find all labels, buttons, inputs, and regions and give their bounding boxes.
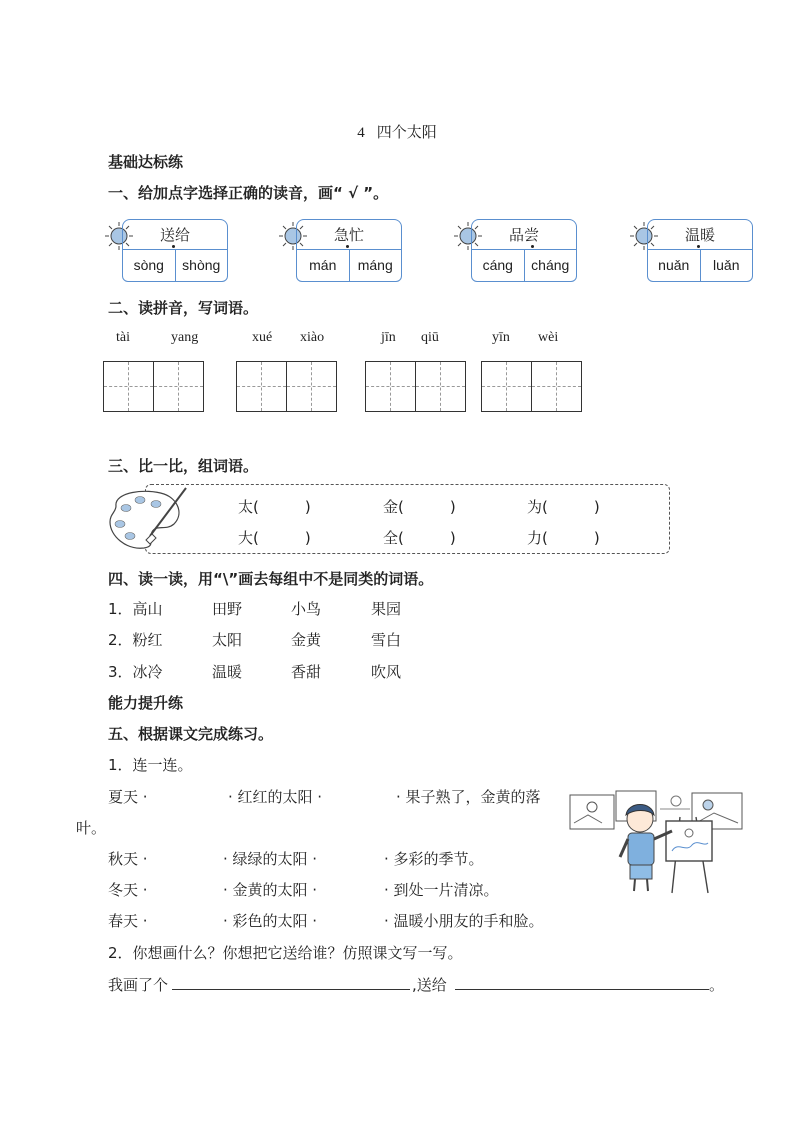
blank-what-drawn[interactable]	[172, 989, 410, 990]
boy-painting-illustration	[568, 787, 746, 895]
palette-icon	[106, 484, 190, 554]
match-left-2[interactable]: 秋天 ·	[108, 850, 148, 868]
option-2[interactable]: luǎn	[713, 257, 740, 273]
fill-middle: ,送给	[412, 976, 447, 994]
pinyin-1b: yang	[171, 330, 199, 345]
option-1[interactable]: sòng	[123, 250, 176, 281]
writing-grid-2[interactable]	[236, 361, 336, 411]
emphasis-dot	[172, 245, 175, 248]
pinyin-3b: qiū	[421, 330, 439, 345]
card-word: 急忙	[296, 219, 402, 250]
match-left-1[interactable]: 夏天 ·	[108, 788, 148, 806]
match-right-1-wrap: 叶。	[76, 819, 107, 837]
card-options	[471, 249, 577, 282]
card-word: 品尝	[471, 219, 577, 250]
pronunciation-card	[455, 219, 577, 281]
word-item[interactable]: 香甜	[291, 663, 322, 681]
option-2[interactable]: shòng	[182, 257, 221, 273]
writing-grid-4[interactable]	[481, 361, 581, 411]
match-right-3[interactable]: · 到处一片清凉。	[384, 881, 499, 899]
compare-item-5: 全( )	[383, 529, 456, 547]
writing-grid-1[interactable]	[103, 361, 203, 411]
match-right-2[interactable]: · 多彩的季节。	[384, 850, 484, 868]
match-mid-2[interactable]: · 绿绿的太阳 ·	[223, 850, 318, 868]
pinyin-4a: yīn	[492, 330, 510, 345]
option-1[interactable]: nuǎn	[648, 250, 701, 281]
q3-heading: 三、比一比，组词语。	[108, 457, 259, 475]
emphasis-dot	[697, 245, 700, 248]
match-left-4[interactable]: 春天 ·	[108, 912, 148, 930]
word-item[interactable]: 1．高山	[108, 600, 163, 618]
fill-end: 。	[709, 976, 725, 994]
word-item[interactable]: 2．粉红	[108, 631, 163, 649]
option-2[interactable]: cháng	[531, 257, 570, 273]
q4-heading: 四、读一读，用“\”画去每组中不是同类的词语。	[108, 570, 434, 588]
option-1[interactable]: cáng	[472, 250, 525, 281]
q1-heading: 一、给加点字选择正确的读音，画“ √ ”。	[108, 184, 389, 202]
pinyin-1a: tài	[116, 330, 130, 345]
pronunciation-card	[280, 219, 402, 281]
word-item[interactable]: 雪白	[371, 631, 402, 649]
writing-grid-3[interactable]	[365, 361, 465, 411]
pinyin-2a: xué	[252, 330, 273, 345]
match-right-4[interactable]: · 温暖小朋友的手和脸。	[384, 912, 544, 930]
match-left-3[interactable]: 冬天 ·	[108, 881, 148, 899]
pronunciation-card	[631, 219, 753, 281]
compare-item-3: 为( )	[527, 498, 600, 516]
compare-item-2: 金( )	[383, 498, 456, 516]
word-item[interactable]: 果园	[371, 600, 402, 618]
fill-prefix: 我画了个	[108, 976, 169, 994]
card-options	[122, 249, 228, 282]
card-word: 温暖	[647, 219, 753, 250]
match-mid-1[interactable]: · 红红的太阳 ·	[228, 788, 323, 806]
word-item[interactable]: 3．冰冷	[108, 663, 163, 681]
emphasis-dot	[531, 245, 534, 248]
pinyin-3a: jīn	[381, 330, 396, 345]
option-2[interactable]: máng	[357, 257, 393, 273]
part1-heading: 基础达标练	[108, 153, 184, 171]
compare-item-4: 大( )	[238, 529, 311, 547]
word-item[interactable]: 吹风	[371, 663, 402, 681]
part2-heading: 能力提升练	[108, 694, 184, 712]
pinyin-4b: wèi	[538, 330, 559, 345]
compare-item-6: 力( )	[527, 529, 600, 547]
compare-item-1: 太( )	[238, 498, 311, 516]
word-item[interactable]: 田野	[212, 600, 243, 618]
pinyin-2b: xiào	[300, 330, 325, 345]
blank-give-to[interactable]	[455, 989, 709, 990]
q5-sub1: 1．连一连。	[108, 756, 193, 774]
match-right-1[interactable]: · 果子熟了，金黄的落	[396, 788, 541, 806]
pronunciation-card	[106, 219, 228, 281]
emphasis-dot	[346, 245, 349, 248]
word-item[interactable]: 太阳	[212, 631, 243, 649]
word-item[interactable]: 金黄	[291, 631, 322, 649]
lesson-number: 4	[357, 125, 365, 141]
q5-sub2: 2．你想画什么？你想把它送给谁？仿照课文写一写。	[108, 944, 463, 962]
page-title	[0, 121, 794, 142]
word-item[interactable]: 小鸟	[291, 600, 322, 618]
q5-heading: 五、根据课文完成练习。	[108, 725, 274, 743]
option-1[interactable]: mán	[297, 250, 350, 281]
match-mid-3[interactable]: · 金黄的太阳 ·	[223, 881, 318, 899]
card-options	[296, 249, 402, 282]
card-options	[647, 249, 753, 282]
q2-heading: 二、读拼音，写词语。	[108, 299, 259, 317]
card-word: 送给	[122, 219, 228, 250]
word-item[interactable]: 温暖	[212, 663, 243, 681]
lesson-title: 四个太阳	[376, 123, 437, 141]
match-mid-4[interactable]: · 彩色的太阳 ·	[223, 912, 318, 930]
